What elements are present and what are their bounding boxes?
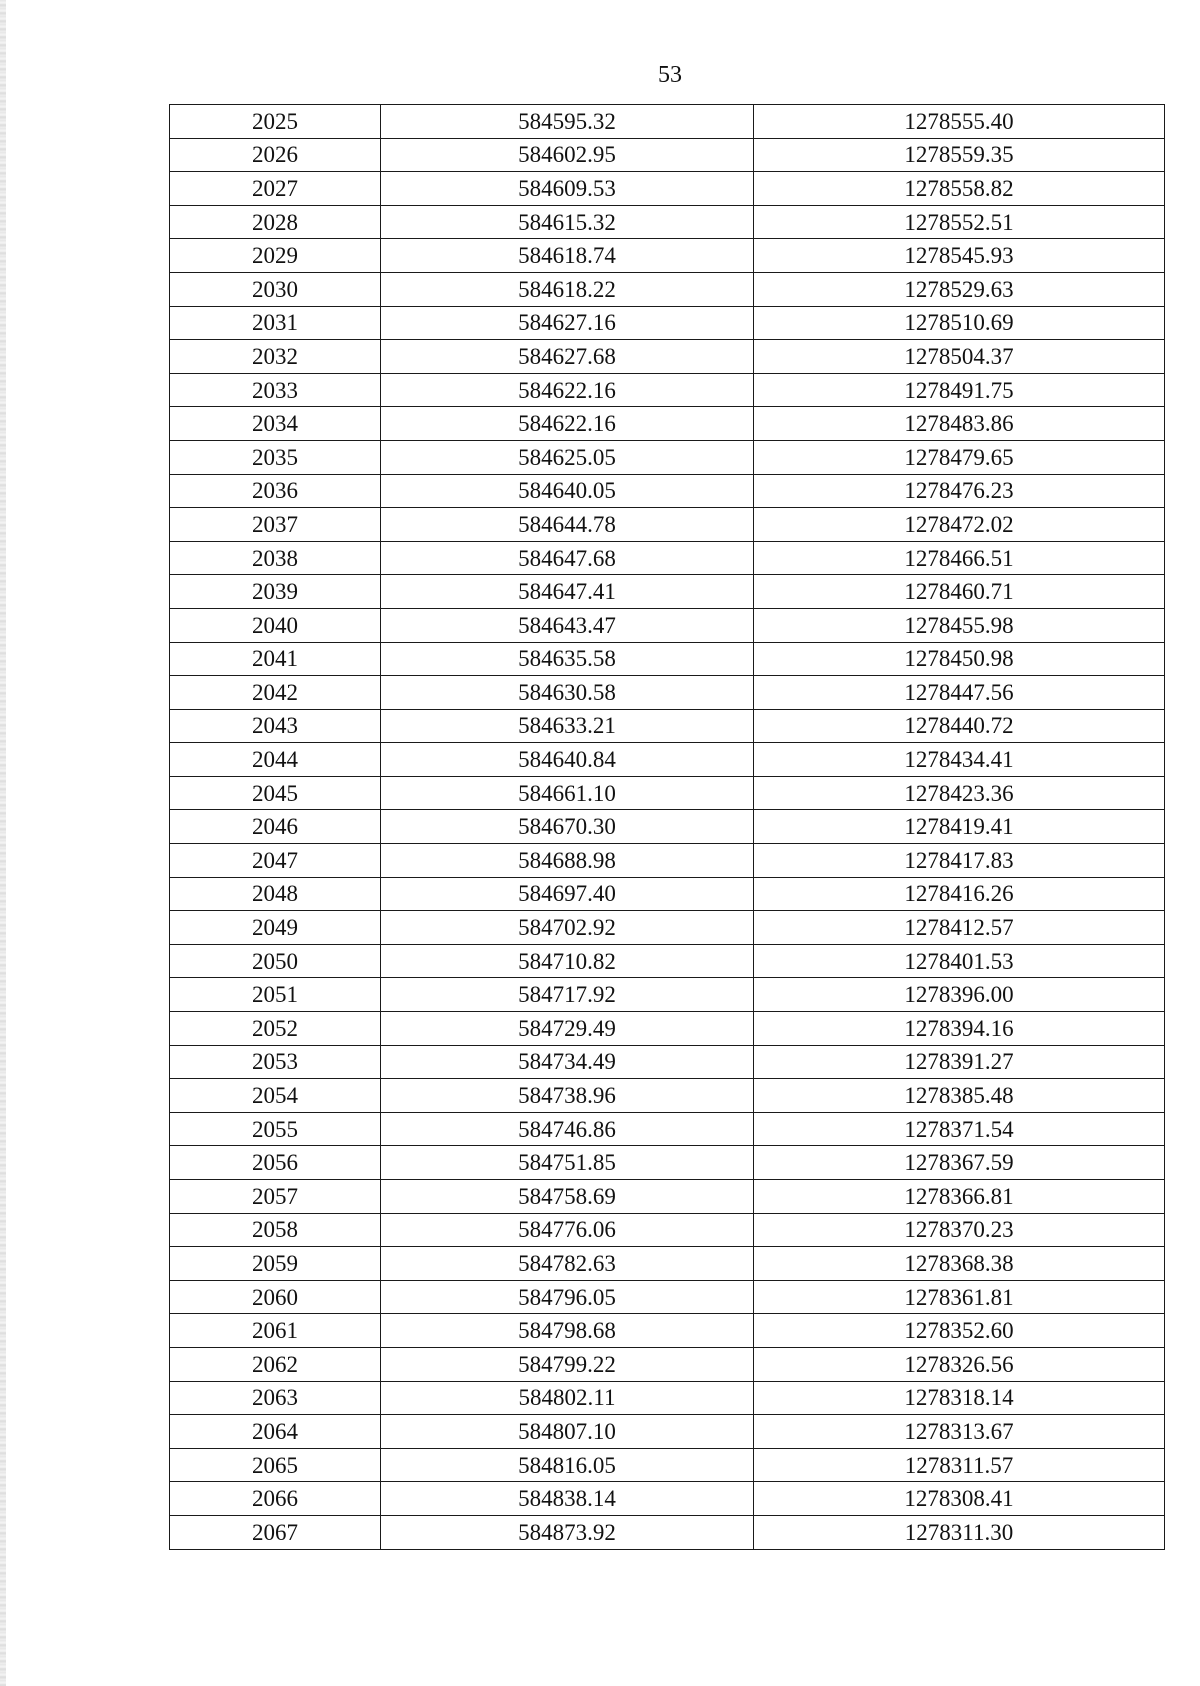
point-number-cell: 2030 <box>170 272 381 306</box>
x-coordinate-cell: 584838.14 <box>381 1482 754 1516</box>
table-row <box>170 709 1165 743</box>
x-coordinate-cell: 584873.92 <box>381 1515 754 1549</box>
x-coordinate-cell: 584661.10 <box>381 776 754 810</box>
table-row <box>170 1415 1165 1449</box>
y-coordinate-cell: 1278416.26 <box>754 877 1165 911</box>
table-row <box>170 1146 1165 1180</box>
table-row <box>170 340 1165 374</box>
table-row <box>170 844 1165 878</box>
point-number-cell: 2058 <box>170 1213 381 1247</box>
x-coordinate-cell: 584816.05 <box>381 1448 754 1482</box>
point-number-cell: 2046 <box>170 810 381 844</box>
table-row <box>170 608 1165 642</box>
y-coordinate-cell: 1278552.51 <box>754 205 1165 239</box>
x-coordinate-cell: 584627.68 <box>381 340 754 374</box>
y-coordinate-cell: 1278352.60 <box>754 1314 1165 1348</box>
scan-edge <box>0 0 6 1686</box>
point-number-cell: 2056 <box>170 1146 381 1180</box>
y-coordinate-cell: 1278558.82 <box>754 172 1165 206</box>
y-coordinate-cell: 1278455.98 <box>754 608 1165 642</box>
y-coordinate-cell: 1278545.93 <box>754 239 1165 273</box>
table-row <box>170 1180 1165 1214</box>
x-coordinate-cell: 584697.40 <box>381 877 754 911</box>
point-number-cell: 2059 <box>170 1247 381 1281</box>
y-coordinate-cell: 1278483.86 <box>754 407 1165 441</box>
y-coordinate-cell: 1278479.65 <box>754 440 1165 474</box>
y-coordinate-cell: 1278423.36 <box>754 776 1165 810</box>
y-coordinate-cell: 1278308.41 <box>754 1482 1165 1516</box>
point-number-cell: 2042 <box>170 676 381 710</box>
table-row <box>170 474 1165 508</box>
x-coordinate-cell: 584758.69 <box>381 1180 754 1214</box>
x-coordinate-cell: 584615.32 <box>381 205 754 239</box>
y-coordinate-cell: 1278385.48 <box>754 1079 1165 1113</box>
table-row <box>170 743 1165 777</box>
point-number-cell: 2063 <box>170 1381 381 1415</box>
x-coordinate-cell: 584647.68 <box>381 541 754 575</box>
table-row <box>170 1045 1165 1079</box>
y-coordinate-cell: 1278419.41 <box>754 810 1165 844</box>
y-coordinate-cell: 1278311.57 <box>754 1448 1165 1482</box>
point-number-cell: 2057 <box>170 1180 381 1214</box>
table-row <box>170 1314 1165 1348</box>
x-coordinate-cell: 584798.68 <box>381 1314 754 1348</box>
table-row <box>170 776 1165 810</box>
y-coordinate-cell: 1278313.67 <box>754 1415 1165 1449</box>
x-coordinate-cell: 584625.05 <box>381 440 754 474</box>
table-row <box>170 676 1165 710</box>
y-coordinate-cell: 1278472.02 <box>754 508 1165 542</box>
table-row <box>170 911 1165 945</box>
page-number: 53 <box>658 62 682 88</box>
x-coordinate-cell: 584643.47 <box>381 608 754 642</box>
table-row <box>170 205 1165 239</box>
point-number-cell: 2040 <box>170 608 381 642</box>
y-coordinate-cell: 1278504.37 <box>754 340 1165 374</box>
y-coordinate-cell: 1278491.75 <box>754 373 1165 407</box>
y-coordinate-cell: 1278447.56 <box>754 676 1165 710</box>
point-number-cell: 2053 <box>170 1045 381 1079</box>
table-row <box>170 978 1165 1012</box>
table-row <box>170 1213 1165 1247</box>
x-coordinate-cell: 584644.78 <box>381 508 754 542</box>
table-row <box>170 138 1165 172</box>
x-coordinate-cell: 584647.41 <box>381 575 754 609</box>
point-number-cell: 2036 <box>170 474 381 508</box>
point-number-cell: 2031 <box>170 306 381 340</box>
point-number-cell: 2029 <box>170 239 381 273</box>
point-number-cell: 2066 <box>170 1482 381 1516</box>
y-coordinate-cell: 1278370.23 <box>754 1213 1165 1247</box>
y-coordinate-cell: 1278412.57 <box>754 911 1165 945</box>
point-number-cell: 2025 <box>170 105 381 139</box>
y-coordinate-cell: 1278476.23 <box>754 474 1165 508</box>
coordinate-table <box>169 104 1165 1550</box>
y-coordinate-cell: 1278394.16 <box>754 1012 1165 1046</box>
point-number-cell: 2049 <box>170 911 381 945</box>
y-coordinate-cell: 1278417.83 <box>754 844 1165 878</box>
y-coordinate-cell: 1278450.98 <box>754 642 1165 676</box>
x-coordinate-cell: 584635.58 <box>381 642 754 676</box>
point-number-cell: 2044 <box>170 743 381 777</box>
table-row <box>170 105 1165 139</box>
table-row <box>170 541 1165 575</box>
table-row <box>170 373 1165 407</box>
point-number-cell: 2050 <box>170 944 381 978</box>
table-row <box>170 944 1165 978</box>
point-number-cell: 2033 <box>170 373 381 407</box>
x-coordinate-cell: 584802.11 <box>381 1381 754 1415</box>
y-coordinate-cell: 1278434.41 <box>754 743 1165 777</box>
table-row <box>170 1112 1165 1146</box>
point-number-cell: 2048 <box>170 877 381 911</box>
x-coordinate-cell: 584702.92 <box>381 911 754 945</box>
x-coordinate-cell: 584595.32 <box>381 105 754 139</box>
x-coordinate-cell: 584618.74 <box>381 239 754 273</box>
point-number-cell: 2041 <box>170 642 381 676</box>
table-row <box>170 1079 1165 1113</box>
table-row <box>170 1280 1165 1314</box>
y-coordinate-cell: 1278396.00 <box>754 978 1165 1012</box>
point-number-cell: 2062 <box>170 1347 381 1381</box>
x-coordinate-cell: 584717.92 <box>381 978 754 1012</box>
point-number-cell: 2035 <box>170 440 381 474</box>
y-coordinate-cell: 1278460.71 <box>754 575 1165 609</box>
point-number-cell: 2028 <box>170 205 381 239</box>
table-row <box>170 306 1165 340</box>
y-coordinate-cell: 1278555.40 <box>754 105 1165 139</box>
x-coordinate-cell: 584729.49 <box>381 1012 754 1046</box>
point-number-cell: 2061 <box>170 1314 381 1348</box>
x-coordinate-cell: 584640.05 <box>381 474 754 508</box>
x-coordinate-cell: 584710.82 <box>381 944 754 978</box>
y-coordinate-cell: 1278361.81 <box>754 1280 1165 1314</box>
table-row <box>170 1381 1165 1415</box>
point-number-cell: 2055 <box>170 1112 381 1146</box>
x-coordinate-cell: 584622.16 <box>381 373 754 407</box>
point-number-cell: 2045 <box>170 776 381 810</box>
x-coordinate-cell: 584738.96 <box>381 1079 754 1113</box>
point-number-cell: 2027 <box>170 172 381 206</box>
x-coordinate-cell: 584609.53 <box>381 172 754 206</box>
x-coordinate-cell: 584627.16 <box>381 306 754 340</box>
point-number-cell: 2065 <box>170 1448 381 1482</box>
table-row <box>170 440 1165 474</box>
table-row <box>170 1482 1165 1516</box>
point-number-cell: 2026 <box>170 138 381 172</box>
x-coordinate-cell: 584746.86 <box>381 1112 754 1146</box>
point-number-cell: 2039 <box>170 575 381 609</box>
point-number-cell: 2067 <box>170 1515 381 1549</box>
point-number-cell: 2043 <box>170 709 381 743</box>
table-row <box>170 575 1165 609</box>
y-coordinate-cell: 1278529.63 <box>754 272 1165 306</box>
table-row <box>170 1515 1165 1549</box>
point-number-cell: 2060 <box>170 1280 381 1314</box>
table-row <box>170 407 1165 441</box>
x-coordinate-cell: 584630.58 <box>381 676 754 710</box>
table-row <box>170 239 1165 273</box>
table-row <box>170 1347 1165 1381</box>
point-number-cell: 2047 <box>170 844 381 878</box>
y-coordinate-cell: 1278401.53 <box>754 944 1165 978</box>
y-coordinate-cell: 1278391.27 <box>754 1045 1165 1079</box>
table-row <box>170 1012 1165 1046</box>
y-coordinate-cell: 1278466.51 <box>754 541 1165 575</box>
table-row <box>170 172 1165 206</box>
x-coordinate-cell: 584618.22 <box>381 272 754 306</box>
x-coordinate-cell: 584751.85 <box>381 1146 754 1180</box>
y-coordinate-cell: 1278559.35 <box>754 138 1165 172</box>
y-coordinate-cell: 1278311.30 <box>754 1515 1165 1549</box>
y-coordinate-cell: 1278318.14 <box>754 1381 1165 1415</box>
y-coordinate-cell: 1278326.56 <box>754 1347 1165 1381</box>
x-coordinate-cell: 584622.16 <box>381 407 754 441</box>
x-coordinate-cell: 584799.22 <box>381 1347 754 1381</box>
x-coordinate-cell: 584688.98 <box>381 844 754 878</box>
table-row <box>170 508 1165 542</box>
point-number-cell: 2064 <box>170 1415 381 1449</box>
x-coordinate-cell: 584670.30 <box>381 810 754 844</box>
point-number-cell: 2052 <box>170 1012 381 1046</box>
x-coordinate-cell: 584734.49 <box>381 1045 754 1079</box>
point-number-cell: 2051 <box>170 978 381 1012</box>
x-coordinate-cell: 584796.05 <box>381 1280 754 1314</box>
point-number-cell: 2032 <box>170 340 381 374</box>
x-coordinate-cell: 584782.63 <box>381 1247 754 1281</box>
y-coordinate-cell: 1278440.72 <box>754 709 1165 743</box>
y-coordinate-cell: 1278510.69 <box>754 306 1165 340</box>
point-number-cell: 2054 <box>170 1079 381 1113</box>
point-number-cell: 2034 <box>170 407 381 441</box>
point-number-cell: 2038 <box>170 541 381 575</box>
table-row <box>170 642 1165 676</box>
y-coordinate-cell: 1278367.59 <box>754 1146 1165 1180</box>
coordinate-table-body <box>170 105 1165 1550</box>
table-row <box>170 1247 1165 1281</box>
x-coordinate-cell: 584776.06 <box>381 1213 754 1247</box>
x-coordinate-cell: 584640.84 <box>381 743 754 777</box>
table-row <box>170 877 1165 911</box>
y-coordinate-cell: 1278371.54 <box>754 1112 1165 1146</box>
table-row <box>170 272 1165 306</box>
x-coordinate-cell: 584602.95 <box>381 138 754 172</box>
table-row <box>170 1448 1165 1482</box>
y-coordinate-cell: 1278366.81 <box>754 1180 1165 1214</box>
x-coordinate-cell: 584633.21 <box>381 709 754 743</box>
y-coordinate-cell: 1278368.38 <box>754 1247 1165 1281</box>
table-row <box>170 810 1165 844</box>
point-number-cell: 2037 <box>170 508 381 542</box>
x-coordinate-cell: 584807.10 <box>381 1415 754 1449</box>
